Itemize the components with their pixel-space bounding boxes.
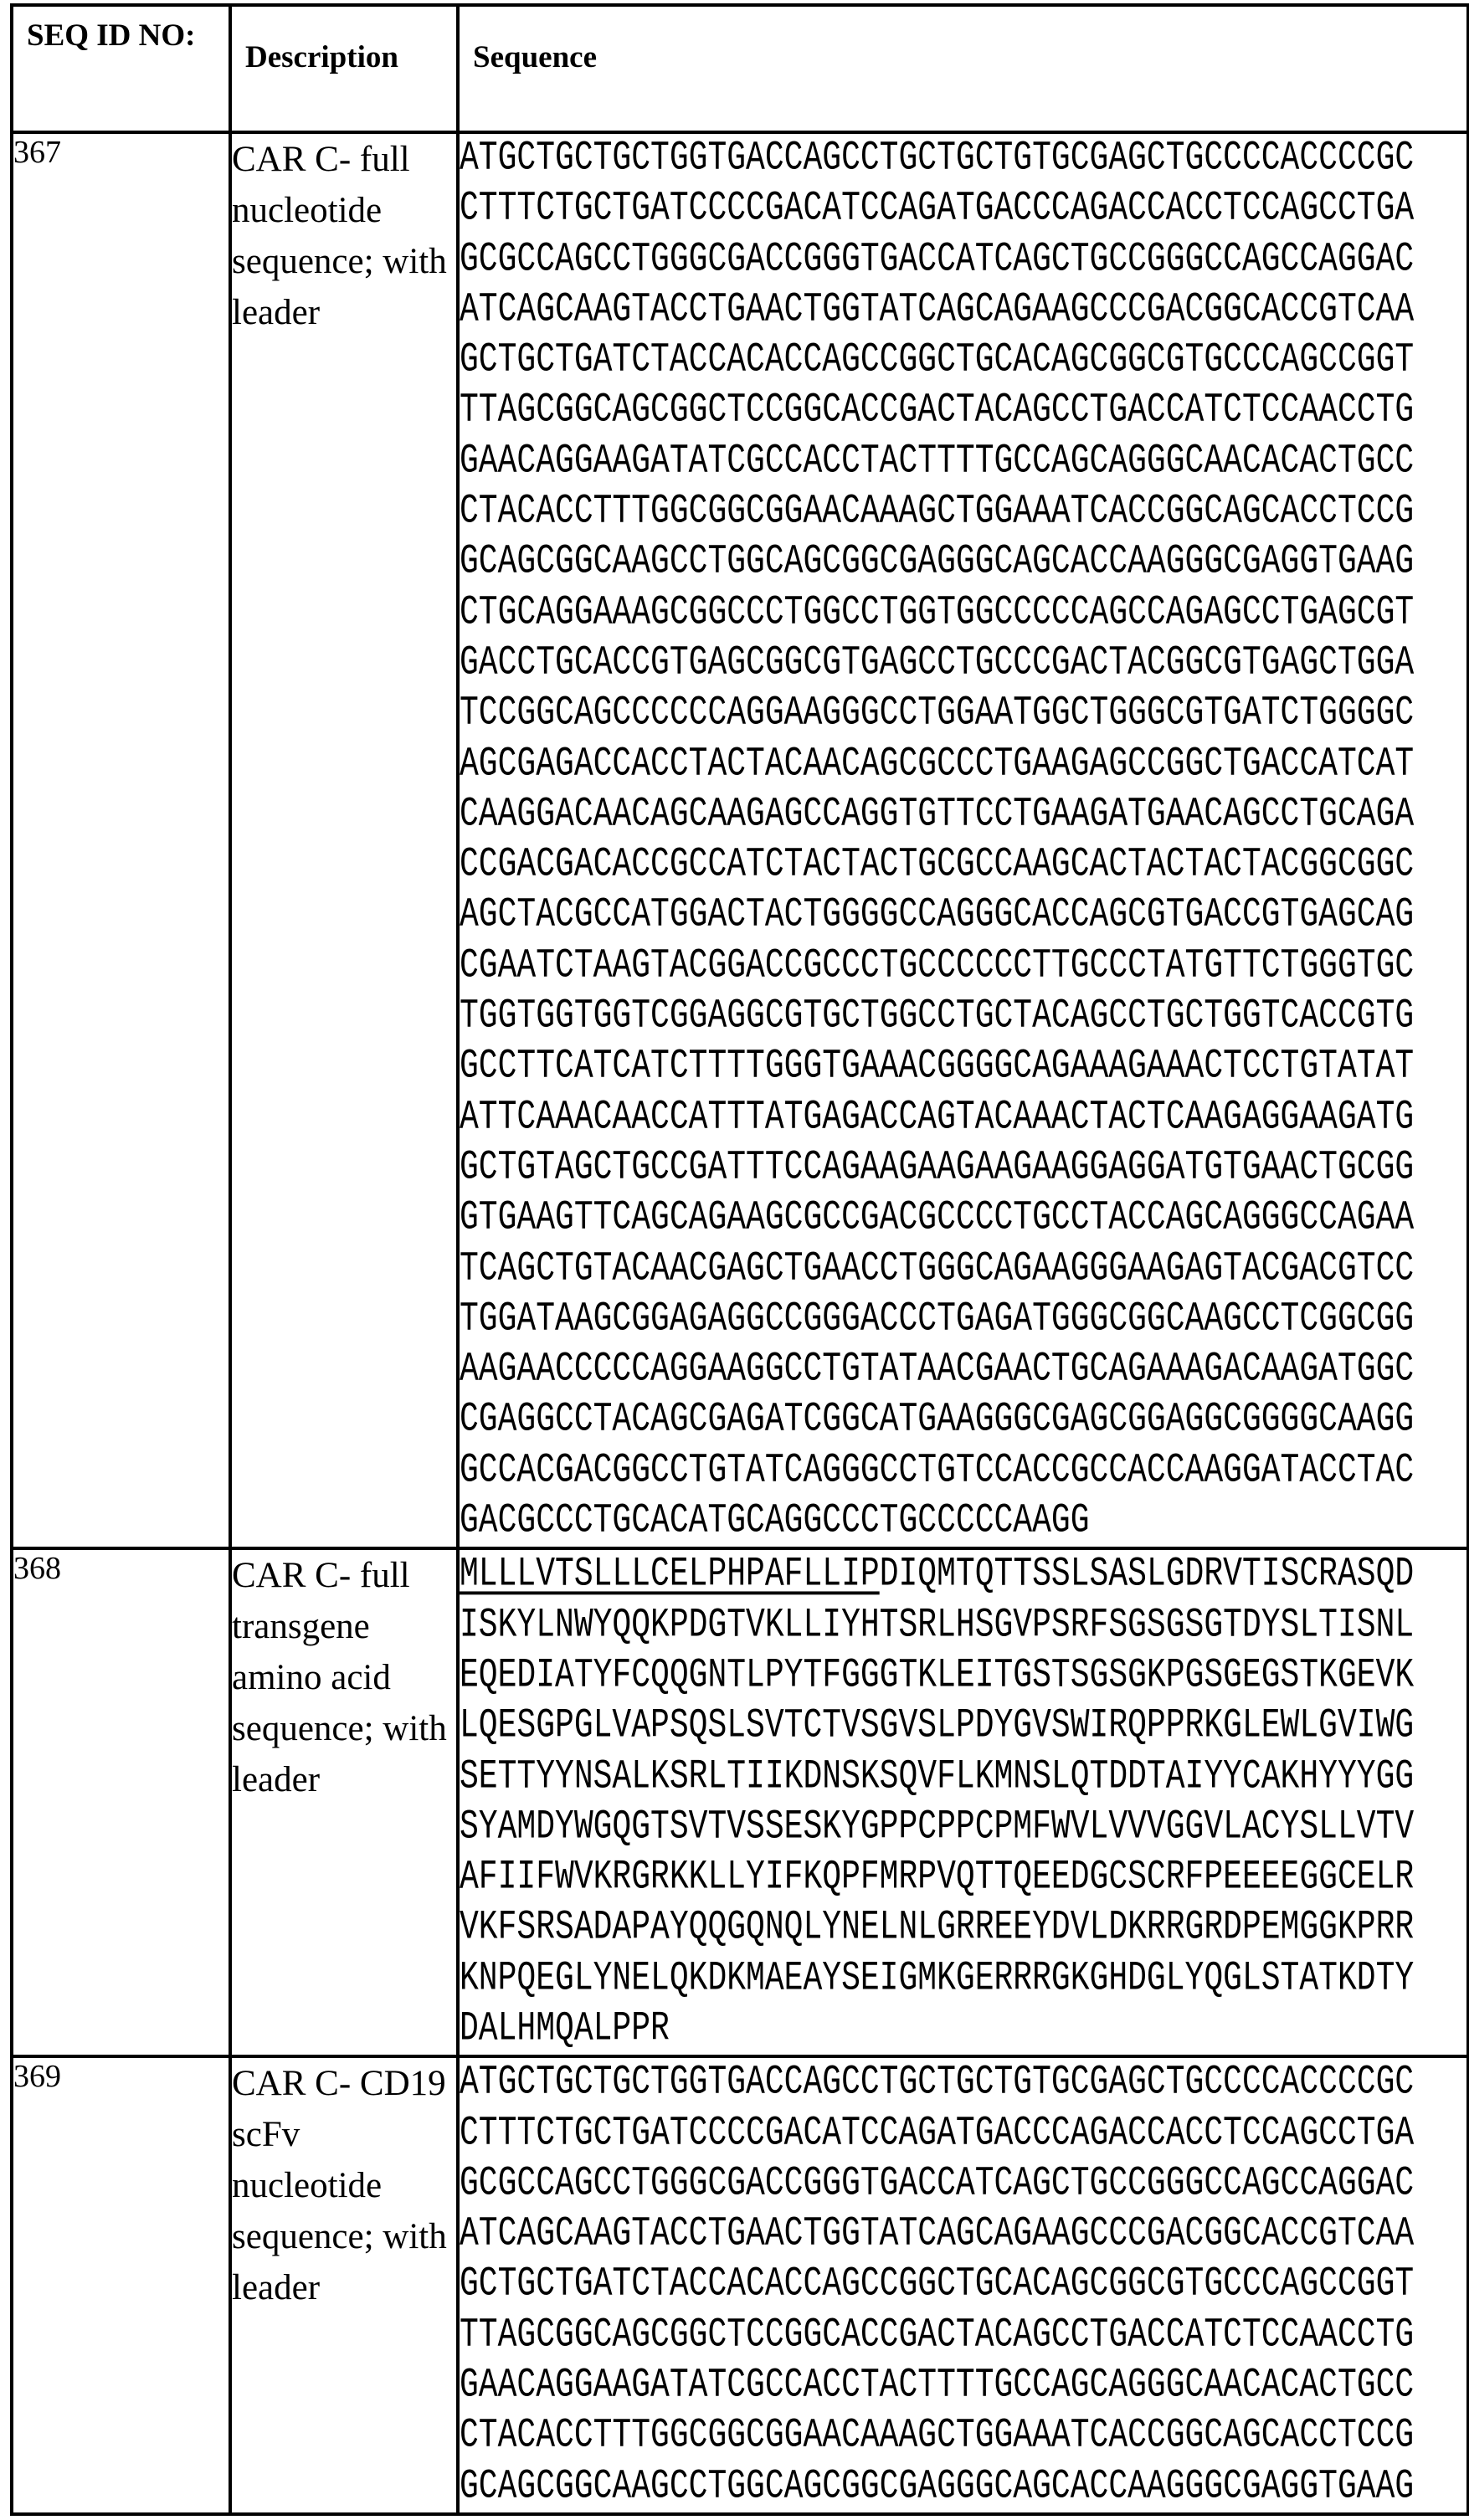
sequence-text: TCCGGCAGCCCCCCAGGAAGGGCCTGGAATGGCTGGGCGTGATCTGGGGC — [460, 690, 1414, 737]
sequence-cell — [458, 2056, 1468, 2514]
seq-id-cell: 367 — [12, 132, 230, 1548]
sequence-text: CTACACCTTTGGCGGCGGAACAAAGCTGGAAATCACCGGCAGCACCTCCG — [460, 2413, 1414, 2460]
table-row — [12, 1548, 1468, 2056]
sequence-text: GCGCCAGCCTGGGCGACCGGGTGACCATCAGCTGCCGGGCCAGCCAGGAC — [460, 2160, 1414, 2207]
sequence-cell — [458, 1548, 1468, 2056]
sequence-cell — [458, 132, 1468, 1548]
description-cell: CAR C- full nucleotide sequence; with leader — [230, 132, 458, 1548]
sequence-text: CTTTCTGCTGATCCCCGACATCCAGATGACCCAGACCACCTCCAGCCTGA — [460, 2110, 1414, 2157]
sequence-text: TGGTGGTGGTCGGAGGCGTGCTGGCCTGCTACAGCCTGCTGGTCACCGTG — [460, 993, 1414, 1039]
sequence-text: GAACAGGAAGATATCGCCACCTACTTTTGCCAGCAGGGCAACACACTGCC — [460, 438, 1414, 485]
sequence-text: KNPQEGLYNELQKDKMAEAYSEIGMKGERRRGKGHDGLYQGLSTATKDTY — [460, 1955, 1414, 2002]
sequence-text: ATCAGCAAGTACCTGAACTGGTATCAGCAGAAGCCCGACGGCACCGTCAA — [460, 2211, 1414, 2258]
sequence-text: CTGCAGGAAAGCGGCCCTGGCCTGGTGGCCCCCAGCCAGAGCCTGAGCGT — [460, 589, 1414, 636]
sequence-text: CTACACCTTTGGCGGCGGAACAAAGCTGGAAATCACCGGCAGCACCTCCG — [460, 488, 1414, 535]
description-cell: CAR C- CD19 scFv nucleotide sequence; with leader — [230, 2056, 458, 2514]
sequence-text: AGCTACGCCATGGACTACTGGGGCCAGGGCACCAGCGTGACCGTGAGCAG — [460, 892, 1414, 939]
sequence-text: GAACAGGAAGATATCGCCACCTACTTTTGCCAGCAGGGCAACACACTGCC — [460, 2362, 1414, 2409]
sequence-text: CCGACGACACCGCCATCTACTACTGCGCCAAGCACTACTACTACGGCGGC — [460, 842, 1414, 889]
sequence-text: GACCTGCACCGTGAGCGGCGTGAGCCTGCCCGACTACGGCGTGAGCTGGA — [460, 639, 1414, 686]
sequence-text: GCGCCAGCCTGGGCGACCGGGTGACCATCAGCTGCCGGGCCAGCCAGGAC — [460, 236, 1414, 283]
description-cell: CAR C- full transgene amino acid sequence; with leader — [230, 1548, 458, 2056]
header-description-label: Description — [232, 7, 456, 75]
sequence-text: ISKYLNWYQQKPDGTVKLLIYHTSRLHSGVPSRFSGSGSGTDYSLTISNL — [460, 1602, 1414, 1649]
sequence-line — [460, 2455, 1466, 2520]
sequence-text: VKFSRSADAPAYQQGQNQLYNELNLGRREEYDVLDKRRGRDPEMGGKPRR — [460, 1905, 1414, 1952]
sequence-text: SETTYYNSALKSRLTIIKDNSKSQVFLKMNSLQTDDTAIYYCAKHYYYGG — [460, 1753, 1414, 1800]
header-seq-id — [12, 5, 230, 132]
header-seq-id-label: SEQ ID NO: — [13, 7, 229, 54]
sequence-text: AAGAACCCCCAGGAAGGCCTGTATAACGAACTGCAGAAAGACAAGATGGC — [460, 1346, 1414, 1393]
sequence-text: CGAATCTAAGTACGGACCGCCCTGCCCCCCTTGCCCTATGTTCTGGGTGC — [460, 942, 1414, 989]
sequence-text: ATGCTGCTGCTGGTGACCAGCCTGCTGCTGTGCGAGCTGCCCCACCCCGC — [460, 2060, 1414, 2107]
sequence-text: GCTGTAGCTGCCGATTTCCAGAAGAAGAAGAAGGAGGATGTGAACTGCGG — [460, 1144, 1414, 1191]
sequence-text: DIQMTQTTSSLSASLGDRVTISCRASQD — [880, 1552, 1415, 1599]
sequence-text: GCCACGACGGCCTGTATCAGGGCCTGTCCACCGCCACCAAGGATACCTAC — [460, 1447, 1414, 1494]
sequence-text: AGCGAGACCACCTACTACAACAGCGCCCTGAAGAGCCGGCTGACCATCAT — [460, 741, 1414, 788]
sequence-text: GACGCCCTGCACATGCAGGCCCTGCCCCCAAGG — [460, 1497, 1090, 1544]
header-row — [12, 5, 1468, 132]
sequence-text: EQEDIATYFCQQGNTLPYTFGGGTKLEITGSTSGSGKPGSGEGSTKGEVK — [460, 1652, 1414, 1699]
leader-underlined: MLLLVTSLLLCELPHPAFLLIP — [460, 1552, 880, 1599]
sequence-text: GTGAAGTTCAGCAGAAGCGCCGACGCCCCTGCCTACCAGCAGGGCCAGAA — [460, 1195, 1414, 1242]
sequence-text: ATCAGCAAGTACCTGAACTGGTATCAGCAGAAGCCCGACGGCACCGTCAA — [460, 286, 1414, 333]
sequence-text: GCAGCGGCAAGCCTGGCAGCGGCGAGGGCAGCACCAAGGGCGAGGTGAAG — [460, 539, 1414, 586]
header-description — [230, 5, 458, 132]
sequence-text: SYAMDYWGQGTSVTVSSESKYGPPCPPCPMFWVLVVVGGVLACYSLLVTV — [460, 1804, 1414, 1850]
sequence-text: CAAGGACAACAGCAAGAGCCAGGTGTTCCTGAAGATGAACAGCCTGCAGA — [460, 791, 1414, 838]
sequence-text: TTAGCGGCAGCGGCTCCGGCACCGACTACAGCCTGACCATCTCCAACCTG — [460, 387, 1414, 434]
sequence-text: CTTTCTGCTGATCCCCGACATCCAGATGACCCAGACCACCTCCAGCCTGA — [460, 186, 1414, 233]
table-row — [12, 2056, 1468, 2514]
header-sequence — [458, 5, 1468, 132]
sequence-text: ATTCAAACAACCATTTATGAGACCAGTACAAACTACTCAAGAGGAAGATG — [460, 1094, 1414, 1141]
sequence-text: TCAGCTGTACAACGAGCTGAACCTGGGCAGAAGGGAAGAGTACGACGTCC — [460, 1245, 1414, 1292]
sequence-text: LQESGPGLVAPSQSLSVTCTVSGVSLPDYGVSWIRQPPRKGLEWLGVIWG — [460, 1703, 1414, 1750]
sequence-text: GCTGCTGATCTACCACACCAGCCGGCTGCACAGCGGCGTGCCCAGCCGGT — [460, 337, 1414, 384]
sequence-text: ATGCTGCTGCTGGTGACCAGCCTGCTGCTGTGCGAGCTGCCCCACCCCGC — [460, 135, 1414, 182]
sequence-text: AFIIFWVKRGRKKLLYIFKQPFMRPVQTTQEEDGCSCRFPEEEEGGCELR — [460, 1854, 1414, 1901]
sequence-text: TTAGCGGCAGCGGCTCCGGCACCGACTACAGCCTGACCATCTCCAACCTG — [460, 2312, 1414, 2358]
table-row — [12, 132, 1468, 1548]
sequence-text: CGAGGCCTACAGCGAGATCGGCATGAAGGGCGAGCGGAGGCGGGGCAAGG — [460, 1397, 1414, 1444]
sequence-table — [10, 3, 1469, 2516]
sequence-text: DALHMQALPPR — [460, 2005, 670, 2052]
seq-id-cell: 368 — [12, 1548, 230, 2056]
sequence-text: GCTGCTGATCTACCACACCAGCCGGCTGCACAGCGGCGTGCCCAGCCGGT — [460, 2261, 1414, 2308]
seq-id-cell: 369 — [12, 2056, 230, 2514]
sequence-text: TGGATAAGCGGAGAGGCCGGGACCCTGAGATGGGCGGCAAGCCTCGGCGG — [460, 1296, 1414, 1342]
sequence-text: GCCTTCATCATCTTTTGGGTGAAACGGGGCAGAAAGAAACTCCTGTATAT — [460, 1044, 1414, 1091]
header-sequence-label: Sequence — [460, 7, 1466, 75]
sequence-text: GCAGCGGCAAGCCTGGCAGCGGCGAGGGCAGCACCAAGGGCGAGGTGAAG — [460, 2463, 1414, 2510]
